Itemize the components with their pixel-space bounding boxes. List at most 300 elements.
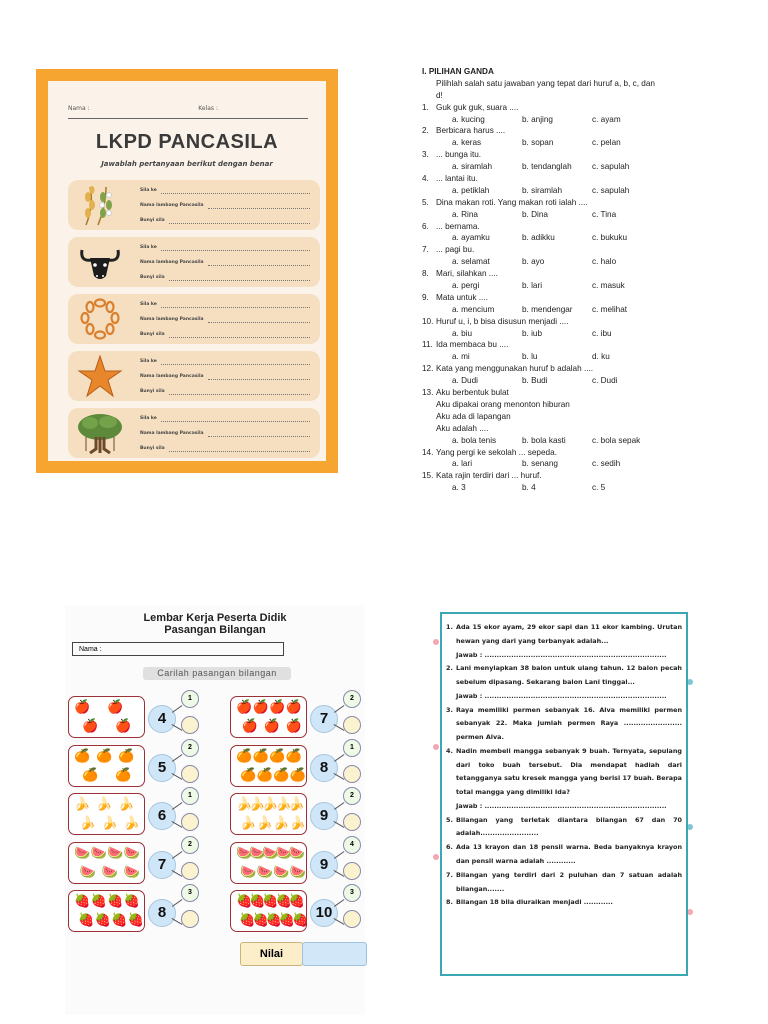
- answer-circle[interactable]: [181, 910, 199, 928]
- strawberry-icon: 🍓: [278, 912, 296, 927]
- banana-icon: 🍌: [288, 796, 305, 811]
- question-text: Ida membaca bu ....: [436, 340, 509, 350]
- question-number: 5.: [446, 815, 453, 824]
- question-row: [422, 387, 662, 399]
- banana-icon: 🍌: [101, 815, 118, 830]
- orange-icon: 🍊: [256, 766, 273, 782]
- answer-option[interactable]: a. keras: [452, 138, 482, 148]
- answer-option[interactable]: a. petiklah: [452, 185, 490, 195]
- sila-card-3: [68, 294, 320, 344]
- answer-options: [422, 375, 662, 387]
- strawberry-icon: 🍓: [288, 893, 305, 908]
- pilihan-ganda-sheet: [422, 66, 662, 493]
- question-number: 14.: [422, 447, 434, 457]
- answer-option[interactable]: c. ayam: [592, 114, 621, 124]
- instruction: Pilihlah salah satu jawaban yang tepat dari huruf a, b, c, dan d!: [436, 78, 655, 100]
- answer-option[interactable]: b. lu: [522, 352, 538, 362]
- question-number: 3.: [422, 150, 429, 160]
- fruit-box: [230, 696, 307, 738]
- answer-option[interactable]: c. melihat: [592, 304, 628, 314]
- connector-line: [334, 851, 344, 859]
- question-text: Bilangan yang terdiri dari 2 puluhan dan 7 satuan adalah bilangan.......: [456, 870, 682, 893]
- answer-options: [422, 280, 662, 292]
- worksheet-subtitle: Jawablah pertanyaan berikut dengan benar: [101, 160, 273, 168]
- field-sila-ke[interactable]: Sila ke: [140, 188, 310, 194]
- answer-option[interactable]: c. bola sepak: [592, 435, 641, 445]
- banana-icon: 🍌: [118, 796, 135, 811]
- strawberry-icon: 🍓: [275, 893, 292, 908]
- sila-card-5: [68, 408, 320, 458]
- pair-item-right: [230, 890, 385, 936]
- orange-icon: 🍊: [285, 747, 302, 763]
- story-question: [446, 704, 682, 745]
- nama-field[interactable]: Nama :: [72, 642, 284, 656]
- question-row: [422, 125, 662, 137]
- answer-option[interactable]: c. Tina: [592, 209, 617, 219]
- strawberry-icon: 🍓: [123, 893, 140, 908]
- connector-line: [172, 802, 182, 810]
- watermelon-icon: 🍉: [79, 863, 96, 879]
- pair-item-left: [68, 842, 223, 888]
- strawberry-icon: 🍓: [292, 912, 309, 927]
- question-number: 13.: [422, 388, 434, 398]
- question-number: 2.: [422, 126, 429, 136]
- banana-icon: 🍌: [273, 815, 290, 830]
- field-sila-ke[interactable]: Sila ke: [140, 359, 310, 365]
- answer-line[interactable]: Jawab : ...........................................................................: [456, 801, 667, 810]
- soal-cerita-sheet: [437, 609, 693, 979]
- question-text: Mari, silahkan ....: [436, 269, 498, 279]
- pair-item-left: [68, 890, 223, 936]
- pair-item-right: [230, 696, 385, 742]
- question-number: 6.: [446, 843, 453, 852]
- apple-icon: 🍎: [252, 699, 269, 714]
- answer-circle[interactable]: [343, 765, 361, 783]
- apple-icon: 🍎: [115, 718, 132, 733]
- strawberry-icon: 🍓: [107, 893, 124, 908]
- strawberry-icon: 🍓: [236, 893, 253, 908]
- answer-option[interactable]: b. bola kasti: [522, 435, 566, 445]
- question-text-line: Aku adalah ....: [436, 423, 489, 433]
- fruit-box: [68, 793, 145, 835]
- answer-option[interactable]: c. Dudi: [592, 376, 618, 386]
- strawberry-icon: 🍓: [94, 912, 111, 927]
- question-text: Ada 13 krayon dan 18 pensil warna. Beda banyaknya krayon dan pensil warna adalah ............: [456, 843, 682, 866]
- question-list: [422, 102, 662, 494]
- answer-circle[interactable]: [181, 813, 199, 831]
- strawberry-icon: 🍓: [252, 912, 269, 927]
- fruit-box: [230, 842, 307, 884]
- question-text: Ada 15 ekor ayam, 29 ekor sapi dan 11 ekor kambing. Urutan hewan yang dari yang terbanyak adalah...: [456, 623, 682, 645]
- total-number: 7: [310, 705, 338, 733]
- question-number: 7.: [446, 870, 453, 879]
- apple-icon: 🍎: [263, 718, 280, 733]
- question-text: Nadin membeli mangga sebanyak 9 buah. Ternyata, sepulang dari toko buah tersebut. Dia mendapat hadiah dari tetangganya satu kresek mangga yang berisi 17 buah. Berapa total mangga yang dimiliki Ida?: [456, 746, 682, 797]
- pair-item-right: [230, 793, 385, 839]
- watermelon-icon: 🍉: [123, 844, 140, 860]
- answer-options: [422, 137, 662, 149]
- decoration-dot: [433, 854, 439, 860]
- question-row: [422, 244, 662, 256]
- answer-option[interactable]: b. Dina: [522, 209, 548, 219]
- question-row: [422, 316, 662, 328]
- orange-icon: 🍊: [269, 747, 286, 763]
- question-text: ... lantai itu.: [436, 174, 478, 184]
- divider: [68, 118, 308, 119]
- question-row: [422, 197, 662, 209]
- field-bunyi-sila[interactable]: Bunyi sila: [140, 446, 310, 452]
- strawberry-icon: 🍓: [90, 893, 107, 908]
- story-question: [446, 841, 682, 869]
- answer-option[interactable]: b. sopan: [522, 138, 554, 148]
- banana-icon: 🍌: [289, 815, 306, 830]
- answer-option[interactable]: c. sapulah: [592, 185, 630, 195]
- sila-cards: [68, 180, 320, 465]
- banana-icon: 🍌: [275, 796, 292, 811]
- answer-options: [422, 482, 662, 494]
- question-text: Berbicara harus ....: [436, 126, 506, 136]
- sheet-subtitle: Pasangan Bilangan: [164, 624, 266, 636]
- answer-option[interactable]: b. tendanglah: [522, 162, 572, 172]
- answer-options: [422, 185, 662, 197]
- strawberry-icon: 🍓: [239, 912, 256, 927]
- strawberry-icon: 🍓: [265, 912, 282, 927]
- name-class-line: [68, 105, 218, 112]
- answer-option[interactable]: c. sedih: [592, 459, 621, 469]
- question-text: ... bunga itu.: [436, 150, 482, 160]
- connector-line: [334, 705, 344, 713]
- answer-option[interactable]: a. mi: [452, 352, 470, 362]
- answer-option[interactable]: b. siramlah: [522, 185, 563, 195]
- field-sila-ke[interactable]: Sila ke: [140, 302, 310, 308]
- fruit-box: [68, 842, 145, 884]
- answer-option[interactable]: a. 3: [452, 483, 466, 493]
- orange-icon: 🍊: [74, 747, 91, 763]
- decoration-dot: [433, 639, 439, 645]
- total-number: 4: [148, 705, 176, 733]
- banana-icon: 🍌: [74, 796, 91, 811]
- answer-option[interactable]: b. anjing: [522, 114, 553, 124]
- question-text: Kata rajin terdiri dari ... huruf.: [436, 471, 542, 481]
- answer-option[interactable]: a. ayamku: [452, 233, 490, 243]
- lkpd-pancasila-worksheet: [36, 69, 338, 473]
- answer-option[interactable]: b. senang: [522, 459, 558, 469]
- banana-icon: 🍌: [123, 815, 140, 830]
- total-number: 8: [310, 754, 338, 782]
- orange-icon: 🍊: [118, 747, 135, 763]
- watermelon-icon: 🍉: [123, 863, 140, 879]
- question-text: Guk guk guk, suara ....: [436, 102, 519, 112]
- total-number: 9: [310, 851, 338, 879]
- question-text: Huruf u, i, b bisa disusun menjadi ....: [436, 316, 569, 326]
- fruit-box: [230, 793, 307, 835]
- watermelon-icon: 🍉: [256, 863, 273, 879]
- banana-icon: 🍌: [240, 815, 257, 830]
- answer-option[interactable]: c. pelan: [592, 138, 621, 148]
- apple-icon: 🍎: [285, 699, 302, 714]
- pair-item-left: [68, 745, 223, 791]
- answer-options: [422, 161, 662, 173]
- question-number: 8.: [446, 898, 453, 907]
- answer-options: [422, 232, 662, 244]
- connector-line: [172, 705, 182, 713]
- answer-circle[interactable]: [343, 716, 361, 734]
- question-text: Aku berbentuk bulat: [436, 388, 509, 398]
- answer-option[interactable]: c. sapulah: [592, 162, 630, 172]
- answer-circle[interactable]: [181, 716, 199, 734]
- question-number: 3.: [446, 705, 453, 714]
- watermelon-icon: 🍉: [275, 844, 292, 860]
- given-number: 1: [181, 787, 199, 805]
- answer-option[interactable]: c. bukuku: [592, 233, 628, 243]
- beringin-icon: [76, 411, 124, 455]
- connector-line: [334, 754, 344, 762]
- pair-item-left: [68, 696, 223, 742]
- question-number: 8.: [422, 269, 429, 279]
- answer-circle[interactable]: [181, 862, 199, 880]
- answer-option[interactable]: a. lari: [452, 459, 473, 469]
- rantai-icon: [76, 297, 124, 341]
- strawberry-icon: 🍓: [249, 893, 266, 908]
- field-bunyi-sila[interactable]: Bunyi sila: [140, 389, 310, 395]
- question-text: Bilangan yang terletak diantara bilangan 67 dan 70 adalah........................: [456, 815, 682, 838]
- answer-options: [422, 304, 662, 316]
- nama-label: Nama :: [68, 105, 90, 112]
- field-bunyi-sila[interactable]: Bunyi sila: [140, 218, 310, 224]
- connector-line: [334, 899, 344, 907]
- answer-option[interactable]: b. mendengar: [522, 304, 573, 314]
- question-number: 9.: [422, 292, 429, 302]
- watermelon-icon: 🍉: [240, 863, 257, 879]
- question-text: ... bernama.: [436, 221, 480, 231]
- answer-option[interactable]: a. bola tenis: [452, 435, 497, 445]
- watermelon-icon: 🍉: [288, 844, 305, 860]
- field-bunyi-sila[interactable]: Bunyi sila: [140, 275, 310, 281]
- given-number: 1: [181, 690, 199, 708]
- answer-line[interactable]: Jawab : ...........................................................................: [456, 691, 667, 700]
- answer-option[interactable]: a. mencium: [452, 304, 495, 314]
- question-text-line: Aku ada di lapangan: [436, 411, 511, 421]
- orange-icon: 🍊: [240, 766, 257, 782]
- question-text: Bilangan 18 bila diuraikan menjadi ............: [456, 898, 613, 907]
- answer-circle[interactable]: [181, 765, 199, 783]
- story-question: [446, 662, 682, 690]
- question-number: 5.: [422, 197, 429, 207]
- watermelon-icon: 🍉: [236, 844, 253, 860]
- orange-icon: 🍊: [115, 766, 132, 782]
- connector-line: [172, 754, 182, 762]
- question-row: [422, 363, 662, 375]
- question-row: [422, 339, 662, 351]
- watermelon-icon: 🍉: [74, 844, 91, 860]
- sila-card-4: [68, 351, 320, 401]
- field-sila-ke[interactable]: Sila ke: [140, 245, 310, 251]
- question-row: [422, 470, 662, 482]
- orange-icon: 🍊: [96, 747, 113, 763]
- answer-options: [422, 458, 662, 470]
- answer-option[interactable]: a. siramlah: [452, 162, 493, 172]
- question-row: [422, 292, 662, 304]
- section-heading: I. PILIHAN GANDA: [422, 67, 494, 76]
- answer-options: [422, 256, 662, 268]
- field-nama-lambang[interactable]: Nama lambang Pancasila: [140, 317, 310, 323]
- pair-item-right: [230, 842, 385, 888]
- orange-icon: 🍊: [82, 766, 99, 782]
- watermelon-icon: 🍉: [90, 844, 107, 860]
- strawberry-icon: 🍓: [127, 912, 144, 927]
- apple-icon: 🍎: [241, 718, 258, 733]
- field-bunyi-sila[interactable]: Bunyi sila: [140, 332, 310, 338]
- watermelon-icon: 🍉: [289, 863, 306, 879]
- question-number: 15.: [422, 471, 434, 481]
- question-text: Kata yang menggunakan huruf b adalah ....: [436, 364, 594, 374]
- answer-circle[interactable]: [343, 910, 361, 928]
- answer-option[interactable]: b. adikku: [522, 233, 555, 243]
- field-nama-lambang[interactable]: Nama lambang Pancasila: [140, 431, 310, 437]
- answer-option[interactable]: a. Rina: [452, 209, 478, 219]
- story-question: [446, 745, 682, 800]
- question-row: [422, 268, 662, 280]
- story-question: [446, 814, 682, 842]
- answer-option[interactable]: b. iub: [522, 328, 543, 338]
- question-row: [422, 221, 662, 233]
- answer-option[interactable]: a. pergi: [452, 281, 480, 291]
- fruit-box: [230, 890, 307, 932]
- pair-item-left: [68, 793, 223, 839]
- banana-icon: 🍌: [262, 796, 279, 811]
- answer-option[interactable]: b. lari: [522, 281, 543, 291]
- field-sila-ke[interactable]: Sila ke: [140, 416, 310, 422]
- question-row: [422, 149, 662, 161]
- apple-icon: 🍎: [107, 699, 124, 714]
- worksheet-title: LKPD PANCASILA: [95, 131, 279, 153]
- sila-card-2: [68, 237, 320, 287]
- story-question: [446, 896, 682, 910]
- total-number: 10: [310, 899, 338, 927]
- orange-icon: 🍊: [289, 766, 306, 782]
- answer-options: [422, 209, 662, 221]
- question-number: 1.: [446, 623, 453, 631]
- answer-option[interactable]: c. halo: [592, 257, 617, 267]
- total-number: 6: [148, 802, 176, 830]
- answer-option[interactable]: c. masuk: [592, 281, 625, 291]
- padi-kapas-icon: [76, 183, 124, 227]
- strawberry-icon: 🍓: [78, 912, 95, 927]
- banana-icon: 🍌: [79, 815, 96, 830]
- answer-options: [422, 114, 662, 126]
- answer-option[interactable]: c. ibu: [592, 328, 612, 338]
- answer-circle[interactable]: [343, 862, 361, 880]
- question-text: Lani menyiapkan 38 balon untuk ulang tahun. 12 balon pecah sebelum dipasang. Sekarang balon Lani tinggal...: [456, 664, 682, 687]
- answer-option[interactable]: a. selamat: [452, 257, 490, 267]
- total-number: 7: [148, 851, 176, 879]
- pasangan-bilangan-sheet: [65, 605, 365, 1015]
- orange-icon: 🍊: [252, 747, 269, 763]
- fruit-box: [68, 696, 145, 738]
- strawberry-icon: 🍓: [262, 893, 279, 908]
- decoration-dot: [433, 744, 439, 750]
- sheet-title: Lembar Kerja Peserta Didik: [143, 612, 287, 624]
- total-number: 9: [310, 802, 338, 830]
- connector-line: [334, 802, 344, 810]
- answer-option[interactable]: b. ayo: [522, 257, 545, 267]
- answer-option[interactable]: a. biu: [452, 328, 473, 338]
- banana-icon: 🍌: [256, 815, 273, 830]
- given-number: 2: [181, 739, 199, 757]
- question-text: Yang pergi ke sekolah ... sepeda.: [436, 447, 557, 457]
- answer-options: [422, 351, 662, 363]
- nilai-score-box[interactable]: [302, 942, 367, 966]
- question-row: [422, 447, 662, 459]
- total-number: 5: [148, 754, 176, 782]
- given-number: 3: [181, 884, 199, 902]
- answer-option[interactable]: d. ku: [592, 352, 610, 362]
- question-number: 7.: [422, 245, 429, 255]
- bintang-icon: [76, 354, 124, 398]
- watermelon-icon: 🍉: [101, 863, 118, 879]
- given-number: 4: [343, 836, 361, 854]
- nilai-label: Nilai: [240, 942, 303, 966]
- banana-icon: 🍌: [96, 796, 113, 811]
- answer-option[interactable]: a. kucing: [452, 114, 485, 124]
- banana-icon: 🍌: [236, 796, 253, 811]
- question-number: 11.: [422, 340, 433, 350]
- field-nama-lambang[interactable]: Nama lambang Pancasila: [140, 374, 310, 380]
- apple-icon: 🍎: [236, 699, 253, 714]
- given-number: 2: [343, 690, 361, 708]
- connector-line: [172, 899, 182, 907]
- orange-icon: 🍊: [273, 766, 290, 782]
- answer-circle[interactable]: [343, 813, 361, 831]
- question-number: 12.: [422, 364, 434, 374]
- question-text: ... pagi bu.: [436, 245, 475, 255]
- instruction-banner: Carilah pasangan bilangan: [143, 667, 291, 680]
- answer-option[interactable]: b. 4: [522, 483, 536, 493]
- answer-options: [422, 328, 662, 340]
- answer-option[interactable]: a. Dudi: [452, 376, 478, 386]
- question-number: 4.: [446, 746, 453, 755]
- answer-option[interactable]: c. 5: [592, 483, 606, 493]
- given-number: 2: [181, 836, 199, 854]
- story-question: [446, 869, 682, 897]
- answer-line[interactable]: Jawab : ...........................................................................: [456, 650, 667, 659]
- field-nama-lambang[interactable]: Nama lambang Pancasila: [140, 260, 310, 266]
- watermelon-icon: 🍉: [107, 844, 124, 860]
- question-number: 10.: [422, 316, 434, 326]
- pair-item-right: [230, 745, 385, 791]
- apple-icon: 🍎: [82, 718, 99, 733]
- question-text: Mata untuk ....: [436, 292, 488, 302]
- given-number: 2: [343, 787, 361, 805]
- story-question: [446, 621, 682, 649]
- orange-icon: 🍊: [236, 747, 253, 763]
- question-row: [422, 102, 662, 114]
- question-text: Raya memiliki permen sebanyak 16. Alva memiliki permen sebanyak 22. Maka jumlah permen Raya ........................ permen Alva.: [456, 705, 682, 742]
- fruit-box: [68, 890, 145, 932]
- answer-option[interactable]: b. Budi: [522, 376, 548, 386]
- question-number: 4.: [422, 174, 429, 184]
- apple-icon: 🍎: [74, 699, 91, 714]
- kelas-label: Kelas :: [198, 105, 218, 112]
- sila-card-1: [68, 180, 320, 230]
- question-number: 1.: [422, 102, 429, 112]
- apple-icon: 🍎: [269, 699, 286, 714]
- strawberry-icon: 🍓: [111, 912, 128, 927]
- watermelon-icon: 🍉: [273, 863, 290, 879]
- field-nama-lambang[interactable]: Nama lambang Pancasila: [140, 203, 310, 209]
- fruit-box: [230, 745, 307, 787]
- question-row: [422, 173, 662, 185]
